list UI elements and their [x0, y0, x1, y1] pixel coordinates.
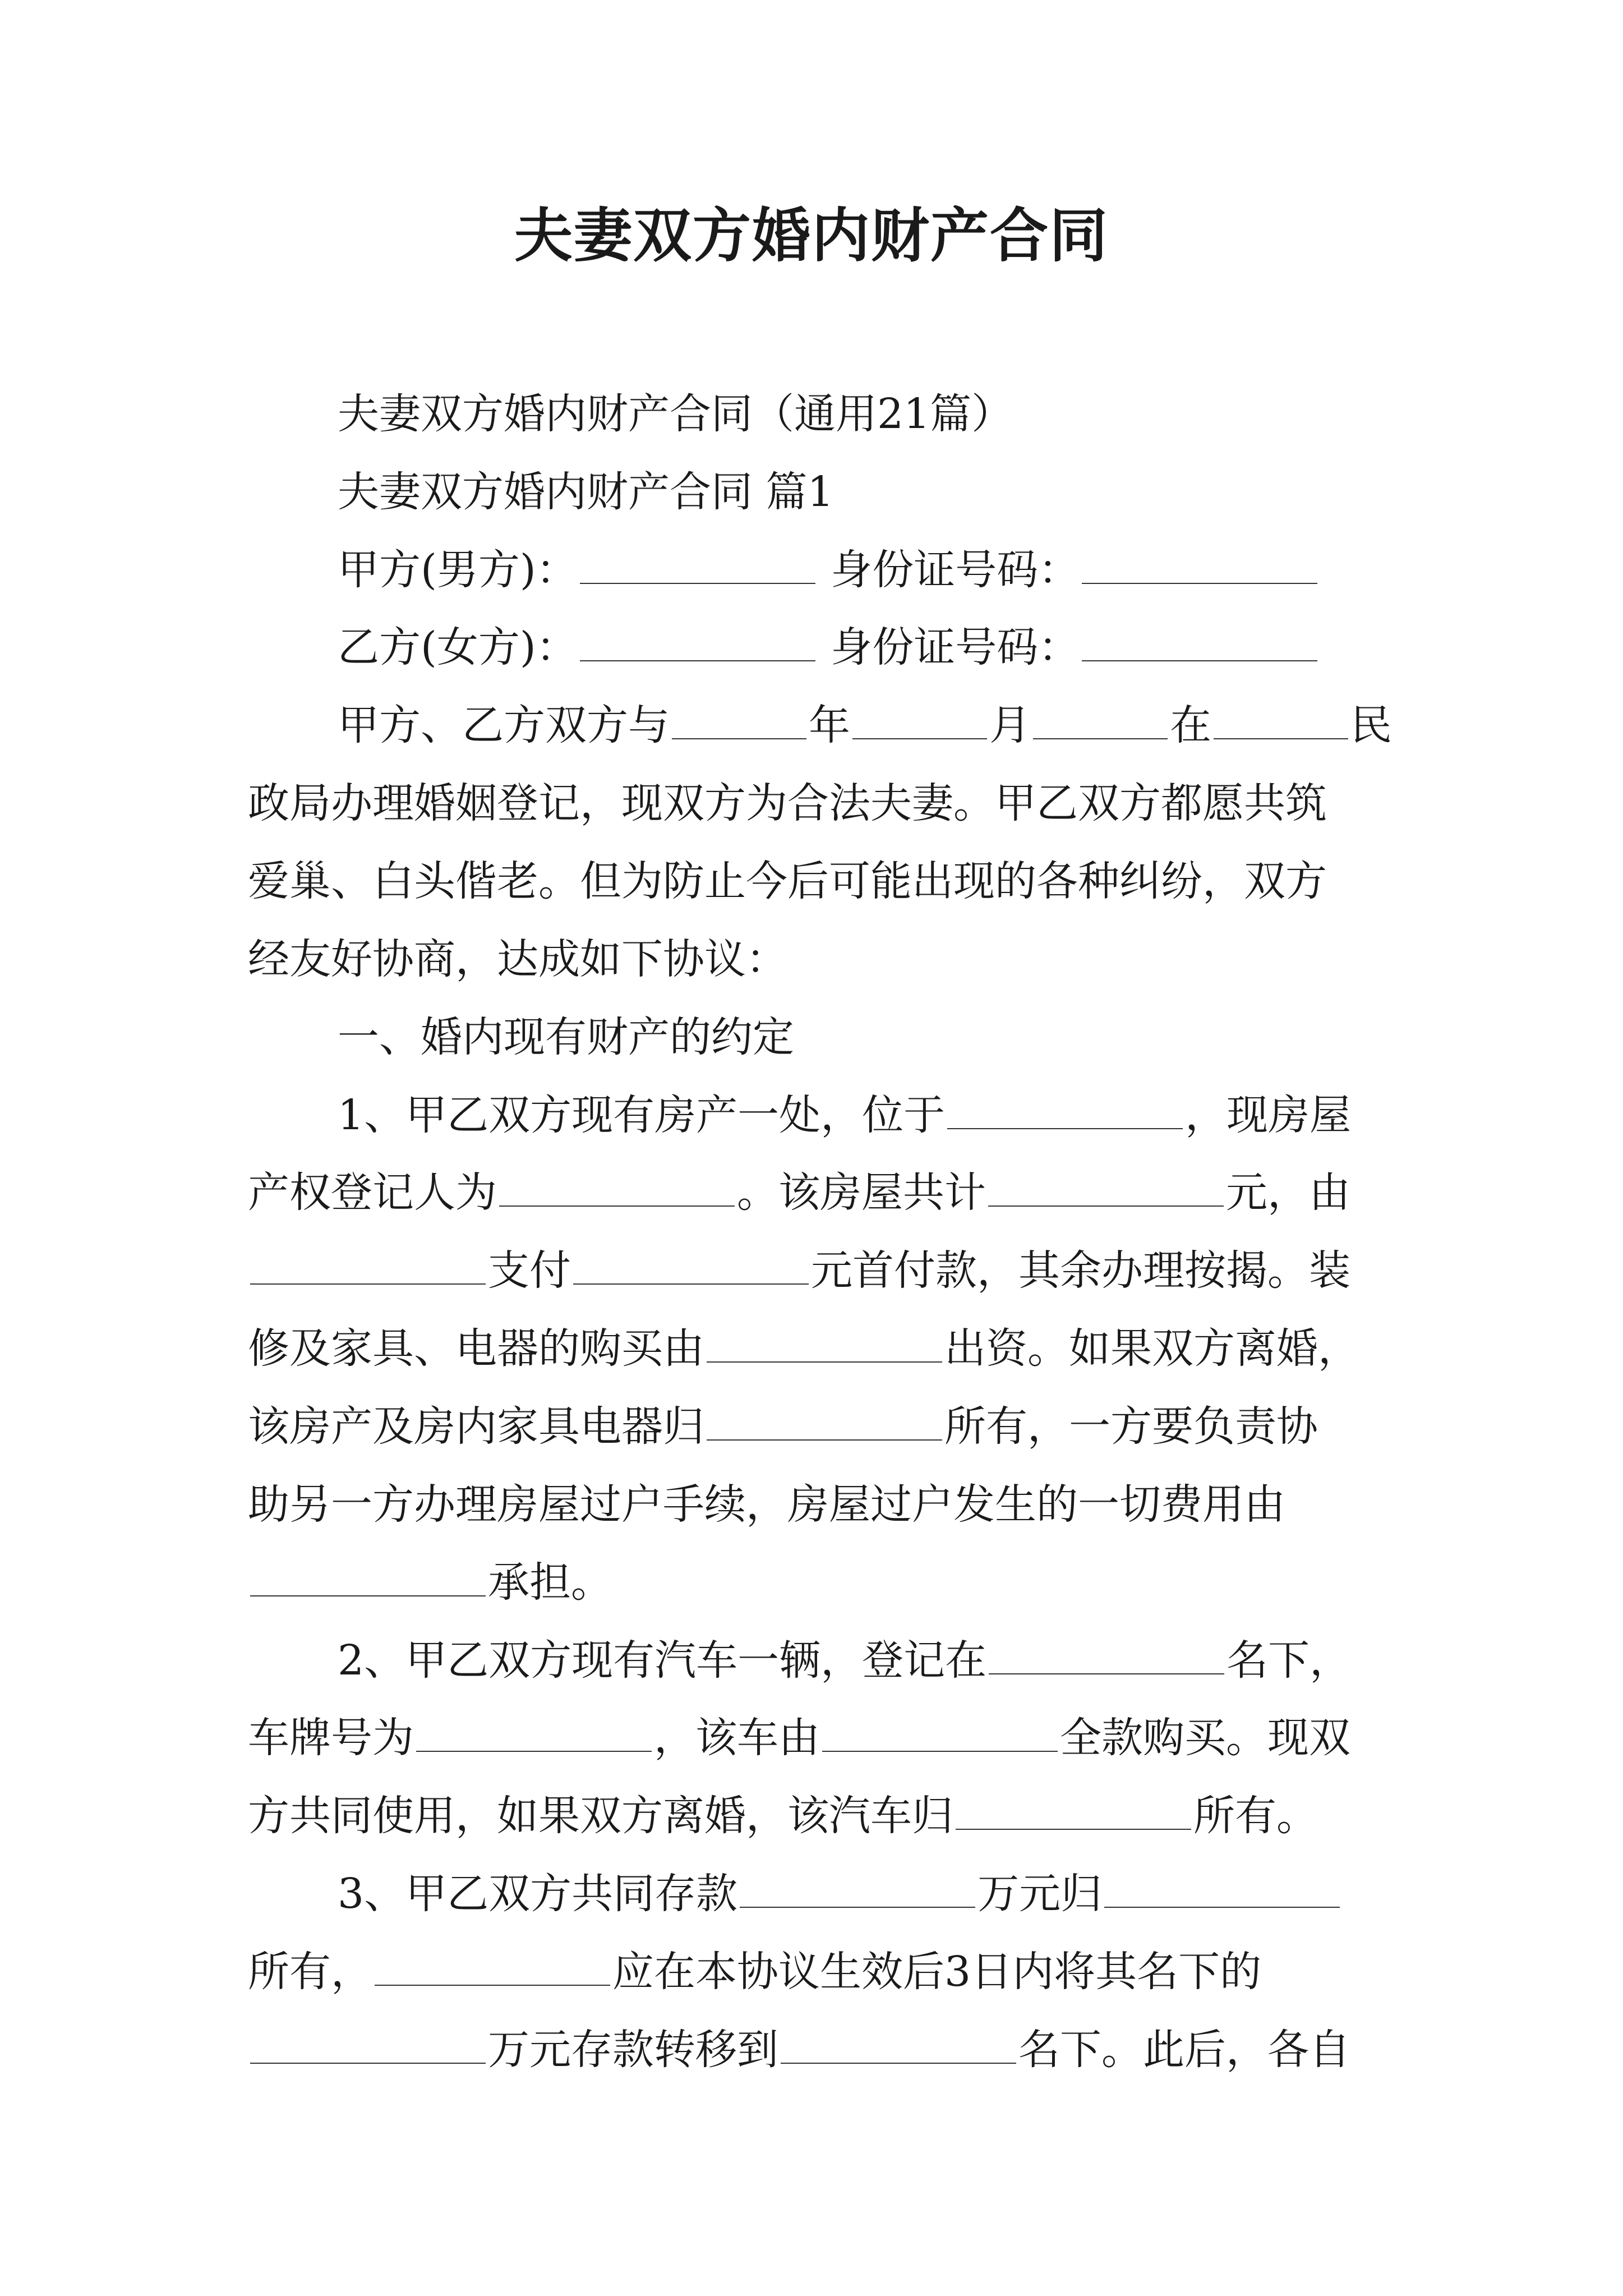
clause-3-line-2 [248, 1938, 1261, 2005]
clause-3-line-1 [338, 1860, 1342, 1927]
car-owner-blank [956, 1789, 1191, 1830]
transferor-blank [375, 1945, 610, 1986]
min-label: 民 [1350, 701, 1392, 749]
transferee-blank [781, 2023, 1016, 2064]
party-a-label: 甲方(男方)： [338, 546, 578, 594]
clause-text: 车牌号为 [248, 1714, 414, 1762]
funder-blank [707, 1322, 942, 1363]
intro-text: 甲方、乙方双方与 [338, 701, 670, 749]
day-blank [1033, 699, 1168, 739]
intro-line-1 [338, 692, 1392, 759]
party-a-name-blank [580, 544, 815, 584]
document-subtitle: 夫妻双方婚内财产合同（通用21篇） [338, 390, 1013, 438]
car-buyer-blank [822, 1711, 1058, 1752]
clause-text: 所有。 [1193, 1792, 1318, 1840]
clause-text: 万元存款转移到 [488, 2026, 778, 2074]
clause-text: 3、甲乙双方共同存款 [338, 1870, 738, 1918]
registrant-blank [499, 1166, 735, 1207]
clause-text: 元首付款，其余办理按揭。装 [811, 1246, 1350, 1295]
savings-amount-blank [740, 1867, 975, 1908]
clause-text: 出资。如果双方离婚， [944, 1324, 1359, 1373]
intro-line-3: 爱巢、白头偕老。但为防止今后可能出现的各种纠纷，双方 [248, 857, 1327, 905]
clause-text: 修及家具、电器的购买由 [248, 1324, 704, 1373]
plate-number-blank [416, 1711, 652, 1752]
clause-text: 2、甲乙双方现有汽车一辆，登记在 [338, 1636, 987, 1685]
heading-existing-property: 一、婚内现有财产的约定 [338, 1013, 794, 1061]
clause-text: 。该房屋共计 [737, 1168, 986, 1217]
clause-1-line-1 [338, 1082, 1351, 1149]
clause-1-line-5 [248, 1393, 1318, 1460]
down-payment-blank [573, 1244, 809, 1285]
clause-2-line-3 [248, 1782, 1318, 1849]
clause-1-line-6: 助另一方办理房屋过户手续，房屋过户发生的一切费用由 [248, 1480, 1285, 1529]
month-blank [852, 699, 987, 739]
owner-blank [707, 1400, 942, 1441]
party-b-id-blank [1082, 621, 1317, 661]
clause-2-line-1 [338, 1627, 1351, 1694]
clause-text: 元，由 [1226, 1168, 1350, 1217]
clause-text: 所有，一方要负责协 [944, 1402, 1318, 1451]
clause-text: 承担。 [488, 1558, 612, 1607]
year-blank [672, 699, 806, 739]
clause-1-line-3 [248, 1237, 1350, 1304]
savings-owner-blank [1104, 1867, 1340, 1908]
party-b-id-label: 身份证号码： [831, 623, 1080, 671]
clause-1-line-2 [248, 1159, 1350, 1226]
car-registrant-blank [989, 1634, 1224, 1674]
clause-text: 全款购买。现双 [1060, 1714, 1350, 1762]
party-b-label: 乙方(女方)： [338, 623, 578, 671]
party-b-line [338, 614, 1320, 681]
intro-line-4: 经友好协商，达成如下协议： [248, 935, 787, 983]
total-price-blank [988, 1166, 1224, 1207]
fee-bearer-blank [250, 1556, 486, 1596]
clause-3-line-3 [248, 2016, 1350, 2083]
party-a-line [338, 536, 1320, 604]
intro-line-2: 政局办理婚姻登记，现双方为合法夫妻。甲乙双方都愿共筑 [248, 779, 1327, 827]
property-location-blank [947, 1089, 1183, 1129]
month-label: 月 [989, 701, 1031, 749]
party-a-id-label: 身份证号码： [831, 546, 1080, 594]
clause-1-line-4 [248, 1315, 1359, 1382]
payer-blank [250, 1244, 486, 1285]
party-a-id-blank [1082, 544, 1317, 584]
clause-text: 1、甲乙双方现有房产一处，位于 [338, 1091, 946, 1139]
clause-text: 产权登记人为 [248, 1168, 497, 1217]
at-label: 在 [1170, 701, 1211, 749]
party-b-name-blank [580, 621, 815, 661]
clause-text: ，该车由 [654, 1714, 820, 1762]
clause-text: 所有， [248, 1948, 372, 1996]
transfer-amount-blank [250, 2023, 486, 2064]
clause-text: 该房产及房内家具电器归 [248, 1402, 704, 1451]
section-heading: 夫妻双方婚内财产合同 篇1 [338, 468, 834, 516]
year-label: 年 [809, 701, 850, 749]
clause-1-line-7 [248, 1549, 612, 1616]
clause-text: 名下， [1227, 1636, 1352, 1685]
clause-text: 应在本协议生效后3日内将其名下的 [612, 1948, 1262, 1996]
clause-text: 方共同使用，如果双方离婚，该汽车归 [248, 1792, 953, 1840]
place-blank [1214, 699, 1348, 739]
clause-text: 万元归 [978, 1870, 1103, 1918]
clause-2-line-2 [248, 1704, 1350, 1772]
clause-text: ，现房屋 [1185, 1091, 1352, 1139]
clause-text: 名下。此后，各自 [1018, 2026, 1350, 2074]
document-title: 夫妻双方婚内财产合同 [514, 201, 1109, 270]
clause-text: 支付 [488, 1246, 571, 1295]
